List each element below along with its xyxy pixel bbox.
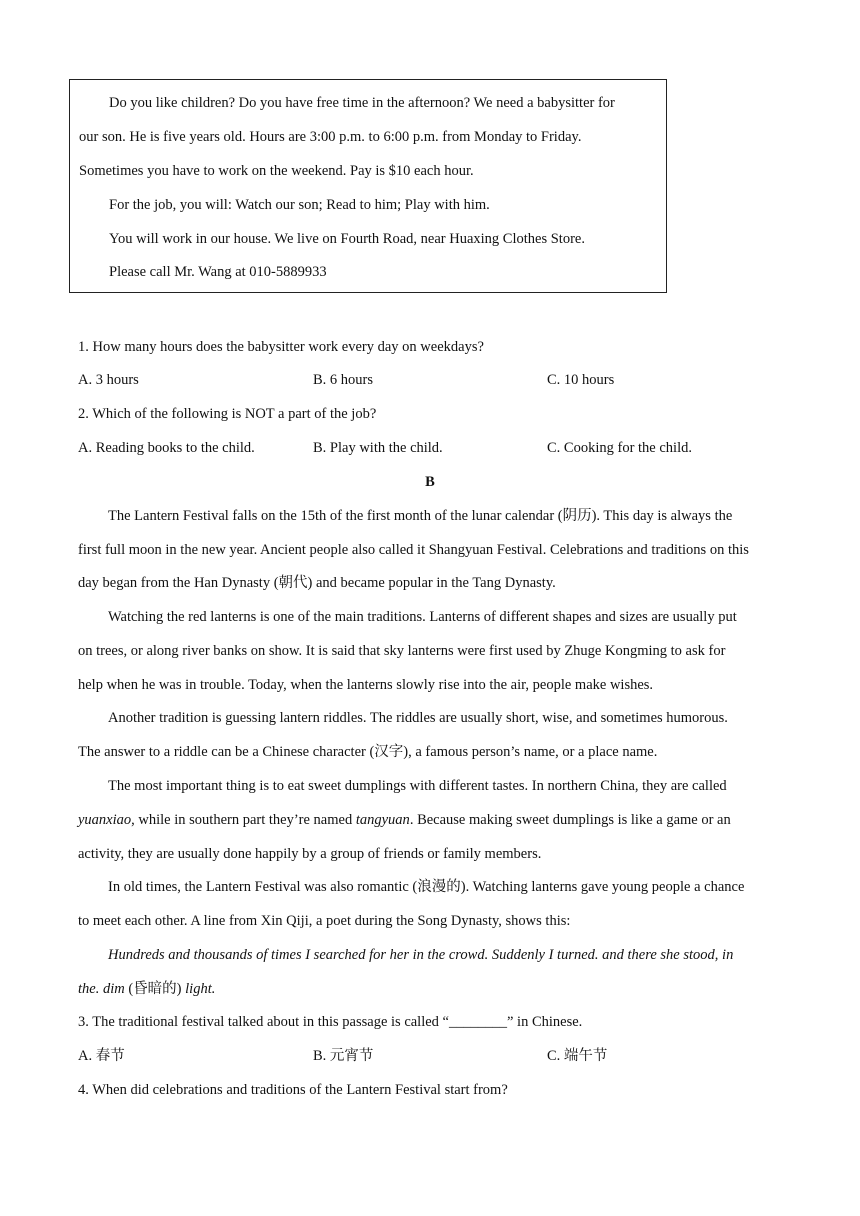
question-3-option-b: B. 元宵节 (313, 1048, 374, 1064)
poem-text: Hundreds and thousands of times I searched for her in the crowd. Suddenly I turned. and there she stood, in (108, 947, 734, 963)
poem-text: the. dim (78, 981, 125, 997)
question-3-option-c: C. 端午节 (547, 1048, 608, 1064)
italic-term: tangyuan (355, 812, 410, 828)
passage-text: , while in southern part they’re named (131, 812, 356, 828)
poem-gloss: (昏暗的) (124, 981, 186, 997)
ad-line-4: For the job, you will: Watch our son; Read to him; Play with him. (109, 197, 490, 213)
passage-line: day began from the Han Dynasty (朝代) and became popular in the Tang Dynasty. (78, 575, 556, 591)
question-3-stem: 3. The traditional festival talked about in this passage is called “________” in Chinese. (78, 1014, 583, 1030)
question-2-option-a: A. Reading books to the child. (78, 440, 255, 456)
ad-line-1: Do you like children? Do you have free time in the afternoon? We need a babysitter for (109, 95, 615, 111)
section-b-heading: B (425, 474, 435, 490)
passage-line (78, 810, 731, 830)
question-2-option-b: B. Play with the child. (313, 440, 443, 456)
question-3-option-a: A. 春节 (78, 1048, 125, 1064)
ad-line-2: our son. He is five years old. Hours are 3:00 p.m. to 6:00 p.m. from Monday to Friday. (79, 129, 582, 145)
passage-line: The answer to a riddle can be a Chinese character (汉字), a famous person’s name, or a place name. (78, 744, 658, 760)
poem-text: light. (185, 981, 216, 997)
question-1-option-c: C. 10 hours (547, 372, 615, 388)
question-1-stem: 1. How many hours does the babysitter work every day on weekdays? (78, 339, 484, 355)
italic-term: yuanxiao (78, 812, 132, 828)
passage-line: In old times, the Lantern Festival was also romantic (浪漫的). Watching lanterns gave young people a chance (108, 879, 745, 895)
passage-line: on trees, or along river banks on show. It is said that sky lanterns were first used by Zhuge Kongming to ask for (78, 643, 726, 659)
advertisement-box (69, 79, 667, 293)
question-1-option-b: B. 6 hours (313, 372, 374, 388)
passage-text: . Because making sweet dumplings is like a game or an (409, 812, 731, 828)
question-2-stem: 2. Which of the following is NOT a part of the job? (78, 406, 377, 422)
question-2-option-c: C. Cooking for the child. (547, 440, 692, 456)
passage-line: activity, they are usually done happily by a group of friends or family members. (78, 846, 542, 862)
passage-line: The most important thing is to eat sweet dumplings with different tastes. In northern China, they are called (108, 778, 727, 794)
ad-line-6: Please call Mr. Wang at 010-5889933 (109, 264, 327, 280)
passage-line: to meet each other. A line from Xin Qiji, a poet during the Song Dynasty, shows this: (78, 913, 571, 929)
question-4-stem: 4. When did celebrations and traditions of the Lantern Festival start from? (78, 1082, 508, 1098)
passage-line: Another tradition is guessing lantern riddles. The riddles are usually short, wise, and sometimes humorous. (108, 710, 728, 726)
passage-line: Watching the red lanterns is one of the main traditions. Lanterns of different shapes and sizes are usually put (108, 609, 737, 625)
ad-line-3: Sometimes you have to work on the weekend. Pay is $10 each hour. (79, 163, 474, 179)
ad-line-5: You will work in our house. We live on Fourth Road, near Huaxing Clothes Store. (109, 231, 585, 247)
poem-line (78, 979, 215, 999)
passage-line: The Lantern Festival falls on the 15th of the first month of the lunar calendar (阴历). This day is always the (108, 508, 733, 524)
passage-line: help when he was in trouble. Today, when the lanterns slowly rise into the air, people make wishes. (78, 677, 654, 693)
poem-line (108, 945, 733, 965)
question-1-option-a: A. 3 hours (78, 372, 139, 388)
passage-line: first full moon in the new year. Ancient people also called it Shangyuan Festival. Celebrations and traditions on this (78, 542, 749, 558)
